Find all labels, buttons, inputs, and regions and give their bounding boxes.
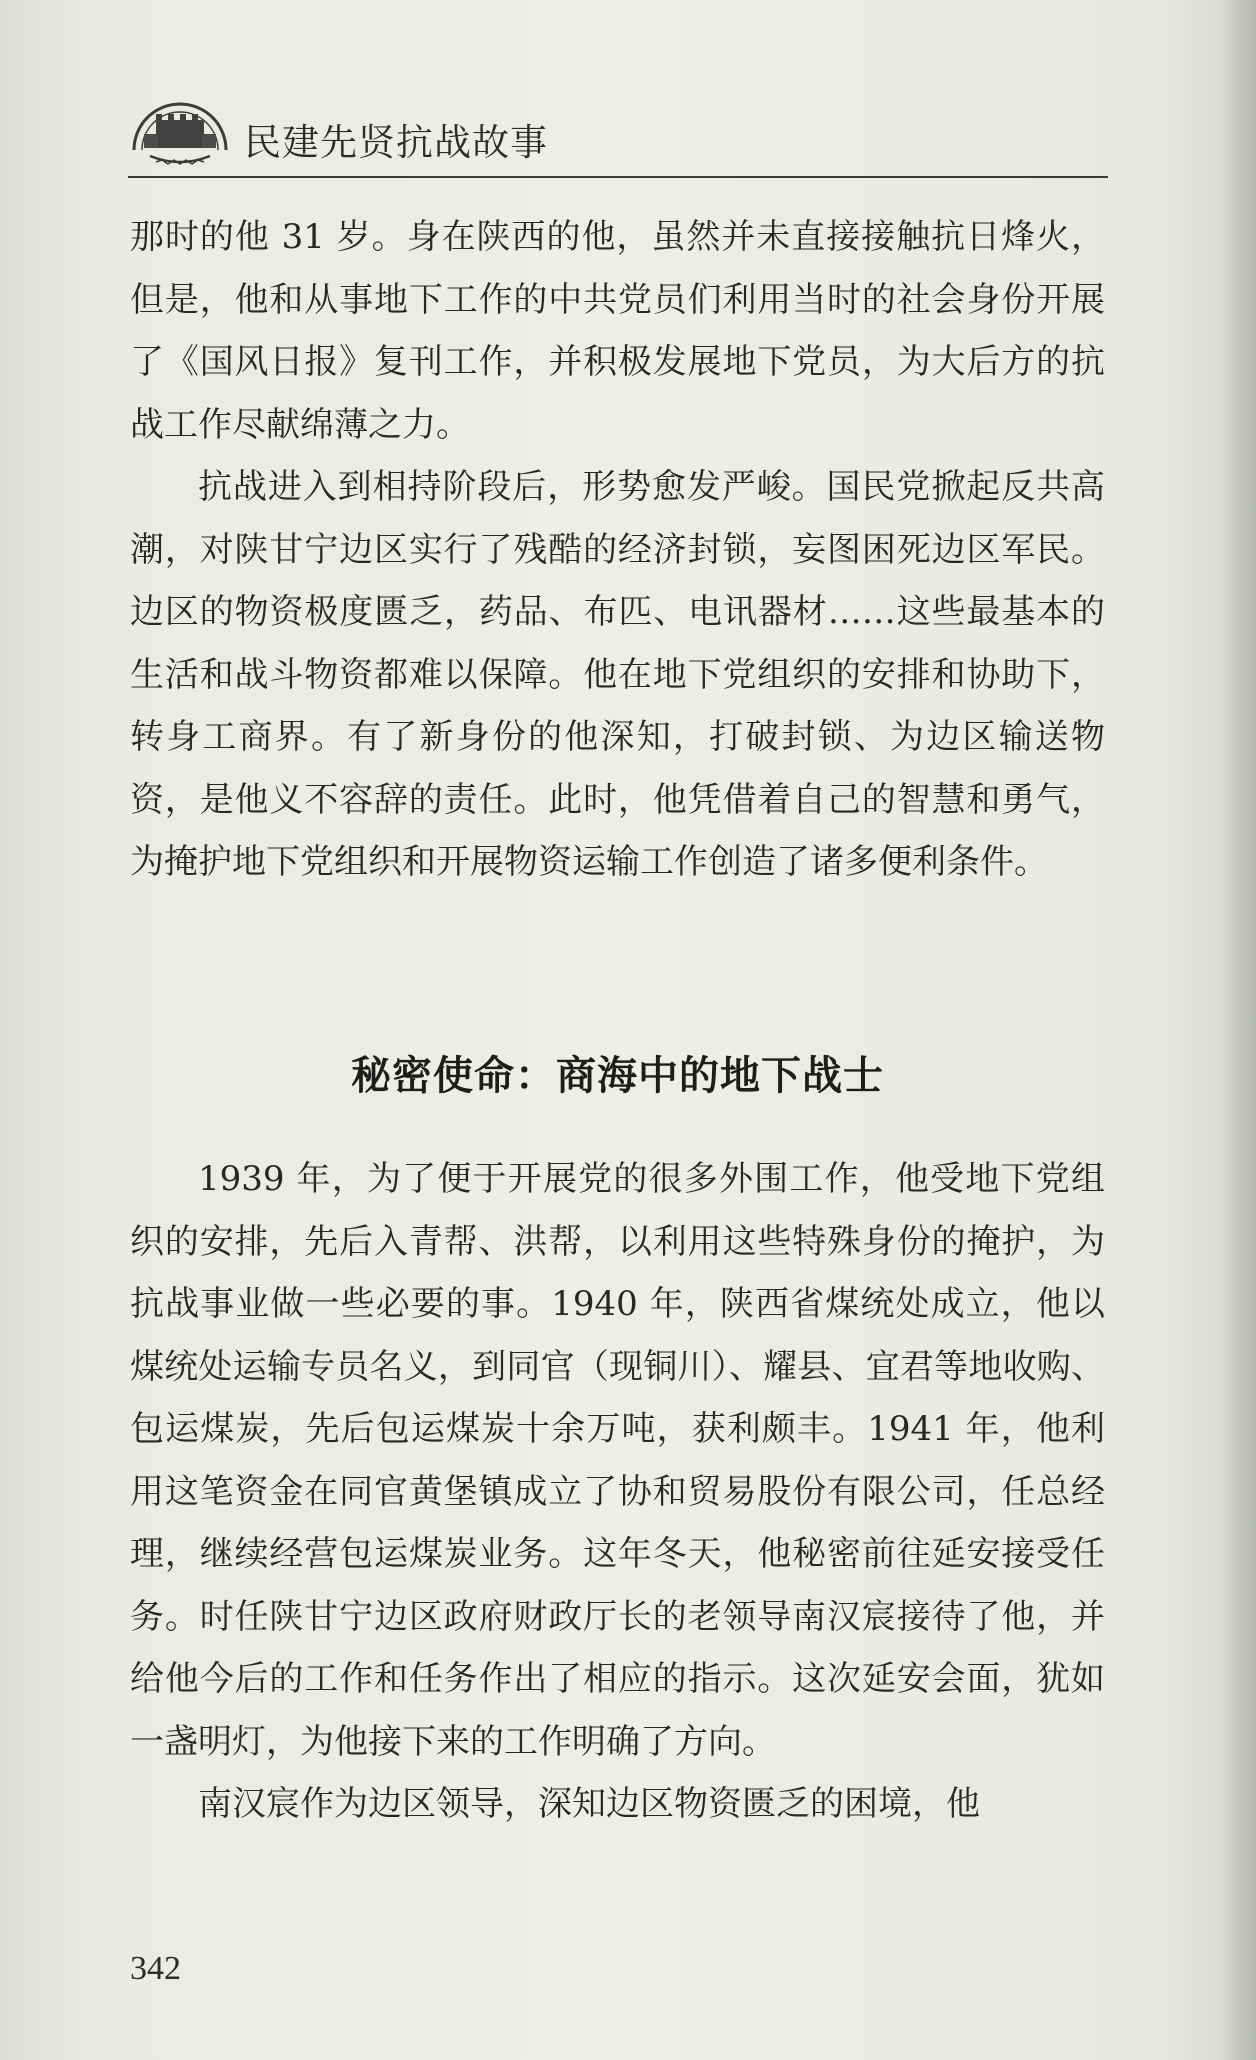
minjian-great-wall-emblem-icon	[128, 90, 232, 178]
paragraph-1: 那时的他 31 岁。身在陕西的他，虽然并未直接接触抗日烽火，但是，他和从事地下工作的中共党员们利用当时的社会身份开展了《国风日报》复刊工作，并积极发展地下党员，为大后方的抗战工作尽献绵薄之力。	[130, 217, 1105, 445]
book-title: 民建先贤抗战故事	[244, 121, 548, 164]
section-2-text	[130, 1148, 1105, 1836]
paragraph-3: 1939 年，为了便于开展党的很多外围工作，他受地下党组织的安排，先后入青帮、洪帮，以利用这些特殊身份的掩护，为抗战事业做一些必要的事。1940 年，陕西省煤统处成立，他以煤统处运输专员名义，到同官（现铜川）、耀县、宜君等地收购、包运煤炭，先后包运煤炭十余万吨，获利颇丰。1941 年，他利用这笔资金在同官黄堡镇成立了协和贸易股份有限公司，任总经理，继续经营包运煤炭业务。这年冬天，他秘密前往延安接受任务。时任陕甘宁边区政府财政厅长的老领导南汉宸接待了他，并给他今后的工作和任务作出了相应的指示。这次延安会面，犹如一盏明灯，为他接下来的工作明确了方向。	[130, 1159, 1105, 1762]
paragraph-4: 南汉宸作为边区领导，深知边区物资匮乏的困境，他	[198, 1784, 980, 1824]
running-header	[128, 86, 1108, 178]
page-edge-shadow	[1218, 0, 1256, 2060]
page-number: 342	[130, 1950, 181, 1987]
section-heading: 秘密使命：商海中的地下战士	[351, 1052, 884, 1099]
paragraph-2: 抗战进入到相持阶段后，形势愈发严峻。国民党掀起反共高潮，对陕甘宁边区实行了残酷的经济封锁，妄图困死边区军民。边区的物资极度匮乏，药品、布匹、电讯器材……这些最基本的生活和战斗物资都难以保障。他在地下党组织的安排和协助下，转身工商界。有了新身份的他深知，打破封锁、为边区输送物资，是他义不容辞的责任。此时，他凭借着自己的智慧和勇气，为掩护地下党组织和开展物资运输工作创造了诸多便利条件。	[130, 467, 1105, 882]
header-divider	[128, 176, 1108, 178]
section-1-text	[130, 206, 1105, 894]
